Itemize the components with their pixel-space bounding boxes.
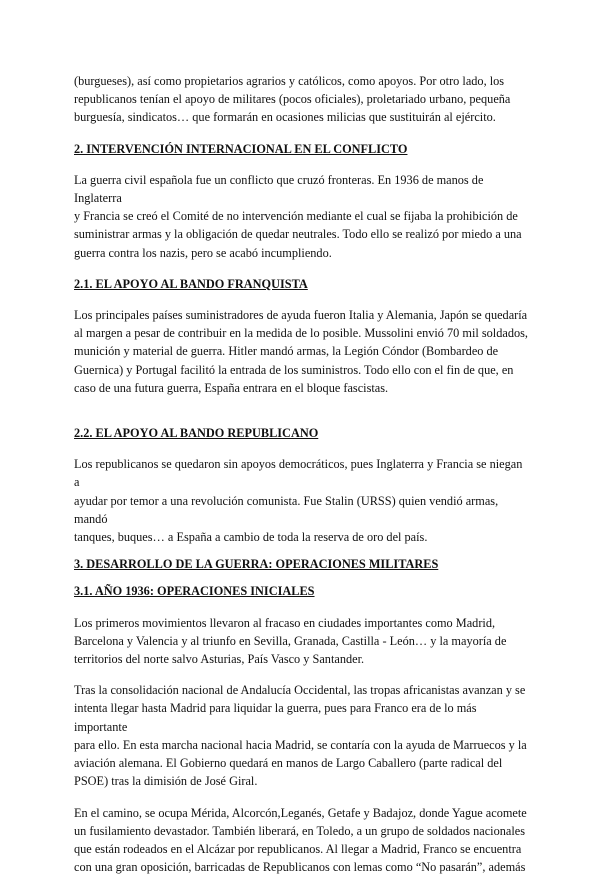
section-heading-3-1: 3.1. AÑO 1936: OPERACIONES INICIALES	[74, 582, 530, 600]
paragraph-march-on-madrid: Tras la consolidación nacional de Andalucía Occidental, las tropas africanistas avanzan y se intenta llegar hasta Madrid para liquidar la guerra, pues para Franco era de lo más importante para ello. En esta marcha nacional hacia Madrid, se contaría con la ayuda de Marruecos y la aviación alemana. El Gobierno quedará en manos de Largo Caballero (parte radical del PSOE) tras la dimisión de José Giral.	[74, 681, 530, 790]
paragraph-intro-supports: (burgueses), así como propietarios agrarios y católicos, como apoyos. Por otro lado, los republicanos tenían el apoyo de militares (pocos oficiales), proletariado urbano, pequeña burguesía, sindicatos… que formarán en ocasiones milicias que sustituirán al ejército.	[74, 72, 530, 127]
paragraph-on-the-way: En el camino, se ocupa Mérida, Alcorcón,Leganés, Getafe y Badajoz, donde Yague acomete un fusilamiento devastador. También liberará, en Toledo, a un grupo de soldados nacionales que están rodeados en el Alcázar por republicanos. Al llegar a Madrid, Franco se encuentra con una gran oposición, barricadas de Republicanos con lemas como “No pasarán”, además	[74, 804, 530, 876]
paragraph-first-movements: Los primeros movimientos llevaron al fracaso en ciudades importantes como Madrid, Barcelona y Valencia y al triunfo en Sevilla, Granada, Castilla - León… y la mayoría de territorios del norte salvo Asturias, País Vasco y Santander.	[74, 614, 530, 669]
paragraph-international-intervention: La guerra civil española fue un conflicto que cruzó fronteras. En 1936 de manos de Inglaterra y Francia se creó el Comité de no intervención mediante el cual se fijaba la prohibición de suministrar armas y la obligación de quedar neutrales. Todo ello se realizó por miedo a una guerra contra los nazis, pero se acabó incumpliendo.	[74, 171, 530, 262]
paragraph-francoist-support: Los principales países suministradores de ayuda fueron Italia y Alemania, Japón se quedaría al margen a pesar de contribuir en la medida de lo posible. Mussolini envió 70 mil soldados, munición y material de guerra. Hitler mandó armas, la Legión Cóndor (Bombardeo de Guernica) y Portugal facilitó la entrada de los suministros. Todo ello con el fin de que, en caso de una futura guerra, España entrara en el bloque fascistas.	[74, 306, 530, 397]
section-heading-2-2: 2.2. EL APOYO AL BANDO REPUBLICANO	[74, 424, 530, 442]
paragraph-republican-support: Los republicanos se quedaron sin apoyos democráticos, pues Inglaterra y Francia se niegan a ayudar por temor a una revolución comunista. Fue Stalin (URSS) quien vendió armas, mandó tanques, buques… a España a cambio de toda la reserva de oro del país.	[74, 455, 530, 546]
section-heading-2-1: 2.1. EL APOYO AL BANDO FRANQUISTA	[74, 275, 530, 293]
section-heading-2: 2. INTERVENCIÓN INTERNACIONAL EN EL CONFLICTO	[74, 140, 530, 158]
document-page	[74, 72, 530, 876]
section-heading-3: 3. DESARROLLO DE LA GUERRA: OPERACIONES MILITARES	[74, 555, 530, 573]
